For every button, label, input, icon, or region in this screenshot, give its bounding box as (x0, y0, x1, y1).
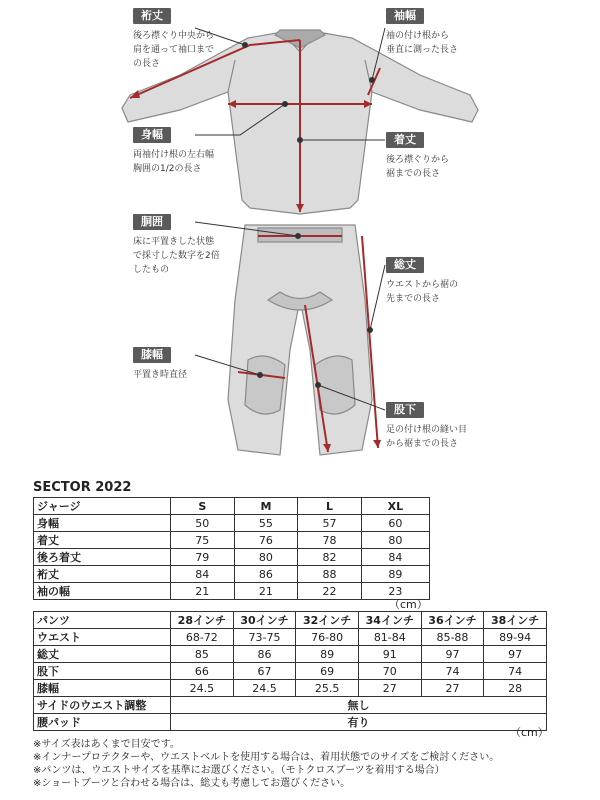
table-cell: 89 (361, 566, 429, 583)
callout-title: 膝幅 (133, 347, 171, 363)
callout-title: 総丈 (386, 257, 424, 273)
row-label: 総丈 (34, 646, 171, 663)
callout-dokoi (133, 214, 220, 277)
callout-title: 着丈 (386, 132, 424, 148)
table-row (34, 629, 547, 646)
callout-title: 胴囲 (133, 214, 171, 230)
note-line: ※ショートブーツと合わせる場合は、総丈も考慮してお選びください。 (33, 778, 351, 789)
table-cell: 81-84 (358, 629, 421, 646)
table-cell: 74 (484, 663, 547, 680)
table-cell: 70 (358, 663, 421, 680)
table-cell: 86 (234, 566, 298, 583)
table-row (34, 680, 547, 697)
row-label: 膝幅 (34, 680, 171, 697)
table-row (34, 714, 547, 731)
table-cell: 82 (298, 549, 362, 566)
pants-header-label: パンツ (34, 612, 171, 629)
table-cell: 55 (234, 515, 298, 532)
table-cell: 57 (298, 515, 362, 532)
table-row (34, 532, 430, 549)
row-label: 後ろ着丈 (34, 549, 171, 566)
callout-matashita (386, 402, 467, 451)
row-label: 裄丈 (34, 566, 171, 583)
note-line: ※パンツは、ウエストサイズを基準にお選びください。（モトクロスブーツを着用する場合） (33, 765, 445, 776)
pants-header-row (34, 612, 547, 629)
callout-desc: 平置き時直径 (133, 370, 188, 380)
callout-desc: 後ろ襟ぐり中央から 肩を通って袖口まで の長さ (133, 31, 215, 69)
table-cell: 27 (421, 680, 484, 697)
callout-desc: 袖の付け根から 垂直に測った長さ (386, 31, 459, 55)
pants-unit: （cm） (510, 726, 549, 739)
table-cell: 89-94 (484, 629, 547, 646)
table-row (34, 663, 547, 680)
table-cell: 74 (421, 663, 484, 680)
table-row (34, 697, 547, 714)
table-cell: 89 (296, 646, 359, 663)
table-cell: 84 (171, 566, 235, 583)
row-label: 身幅 (34, 515, 171, 532)
row-label: 股下 (34, 663, 171, 680)
jersey-body (34, 515, 430, 600)
table-cell: 27 (358, 680, 421, 697)
table-cell: 25.5 (296, 680, 359, 697)
table-cell: 76 (234, 532, 298, 549)
table-cell: 73-75 (233, 629, 296, 646)
table-cell: 80 (361, 532, 429, 549)
table-cell: 75 (171, 532, 235, 549)
table-cell: 68-72 (171, 629, 234, 646)
size-header: 32インチ (296, 612, 359, 629)
callout-desc: 床に平置きした状態 で採寸した数字を2倍 したもの (133, 237, 220, 275)
table-row (34, 646, 547, 663)
note-line: ※インナープロテクターや、ウエストベルトを使用する場合は、着用状態でのサイズをご検討ください。 (33, 752, 500, 763)
pants-size-table (33, 611, 547, 731)
sector-title: SECTOR 2022 (33, 480, 132, 495)
table-cell: 21 (234, 583, 298, 600)
table-cell: 23 (361, 583, 429, 600)
callout-title: 身幅 (133, 127, 171, 143)
table-cell: 22 (298, 583, 362, 600)
pants-illustration (228, 225, 372, 455)
size-header: 28インチ (171, 612, 234, 629)
size-header: 30インチ (233, 612, 296, 629)
size-header: S (171, 498, 235, 515)
size-header: L (298, 498, 362, 515)
row-label: ウエスト (34, 629, 171, 646)
jersey-header-label: ジャージ (34, 498, 171, 515)
table-cell: 85 (171, 646, 234, 663)
callout-desc: 両袖付け根の左右幅 胸囲の1/2の長さ (133, 150, 215, 174)
size-header: M (234, 498, 298, 515)
table-cell: 85-88 (421, 629, 484, 646)
size-header: 36インチ (421, 612, 484, 629)
table-cell: 86 (233, 646, 296, 663)
merged-cell: 有り (171, 714, 547, 731)
callout-mihaba (133, 127, 214, 176)
callout-sodehaba (386, 8, 458, 57)
size-header: XL (361, 498, 429, 515)
row-label: サイドのウエスト調整 (34, 697, 171, 714)
table-row (34, 583, 430, 600)
table-row (34, 549, 430, 566)
callout-hizahaba (133, 347, 187, 382)
table-cell: 84 (361, 549, 429, 566)
callout-kitake (386, 132, 449, 181)
table-cell: 69 (296, 663, 359, 680)
callout-desc: 足の付け根の縫い目 から裾までの長さ (386, 425, 468, 449)
jersey-header-row (34, 498, 430, 515)
table-cell: 28 (484, 680, 547, 697)
table-cell: 76-80 (296, 629, 359, 646)
callout-desc: ウエストから裾の 先までの長さ (386, 280, 459, 304)
table-cell: 91 (358, 646, 421, 663)
callout-soutake (386, 257, 458, 306)
table-cell: 24.5 (171, 680, 234, 697)
callout-title: 裄丈 (133, 8, 171, 24)
table-cell: 97 (421, 646, 484, 663)
table-cell: 67 (233, 663, 296, 680)
table-cell: 79 (171, 549, 235, 566)
callout-desc: 後ろ襟ぐりから 裾までの長さ (386, 155, 450, 179)
row-label: 袖の幅 (34, 583, 171, 600)
table-row (34, 566, 430, 583)
table-cell: 60 (361, 515, 429, 532)
size-header: 38インチ (484, 612, 547, 629)
note-line: ※サイズ表はあくまで目安です。 (33, 739, 180, 750)
merged-cell: 無し (171, 697, 547, 714)
pants-body (34, 629, 547, 731)
table-cell: 21 (171, 583, 235, 600)
callout-title: 股下 (386, 402, 424, 418)
jersey-size-table (33, 497, 430, 600)
table-row (34, 515, 430, 532)
table-cell: 88 (298, 566, 362, 583)
table-cell: 97 (484, 646, 547, 663)
jersey-unit: （cm） (389, 598, 428, 611)
callout-title: 袖幅 (386, 8, 424, 24)
table-cell: 78 (298, 532, 362, 549)
table-cell: 24.5 (233, 680, 296, 697)
table-cell: 80 (234, 549, 298, 566)
table-cell: 66 (171, 663, 234, 680)
callout-yukitake (133, 8, 214, 71)
notes (33, 738, 499, 790)
row-label: 着丈 (34, 532, 171, 549)
table-cell: 50 (171, 515, 235, 532)
size-header: 34インチ (358, 612, 421, 629)
row-label: 腰パッド (34, 714, 171, 731)
